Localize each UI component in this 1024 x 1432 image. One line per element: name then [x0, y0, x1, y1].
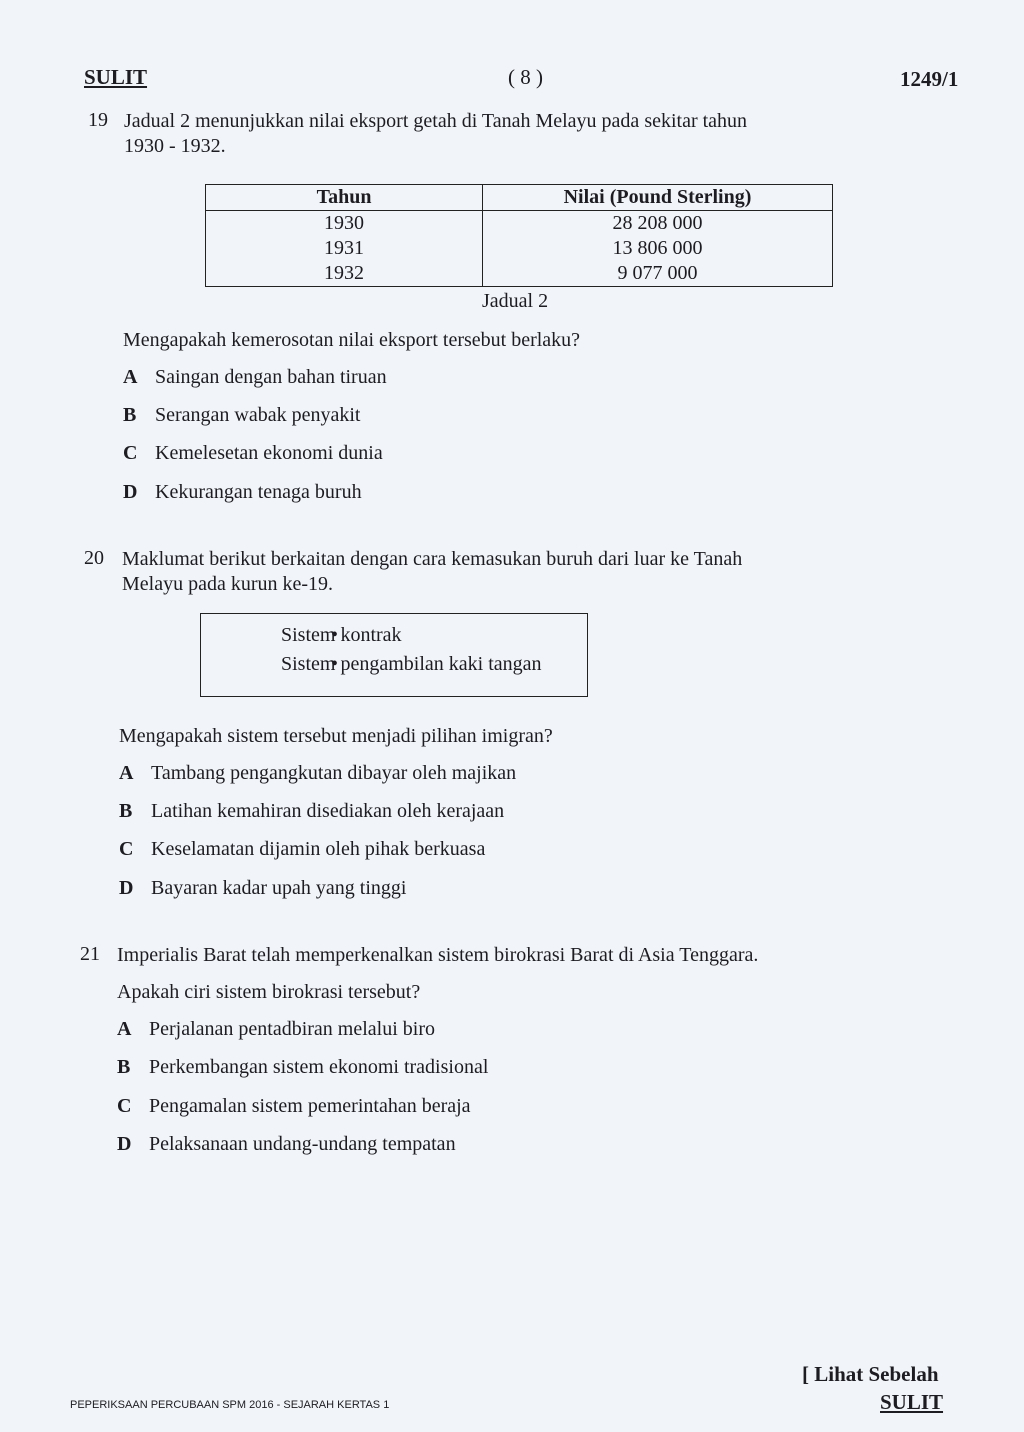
question-number: 21: [80, 943, 100, 965]
footer-classification: SULIT: [880, 1390, 944, 1414]
table-cell: 1931: [206, 236, 483, 261]
stem-line: Jadual 2 menunjukkan nilai eksport getah di Tanah Melayu pada sekitar tahun: [124, 110, 748, 132]
option-d[interactable]: D Pelaksanaan undang-undang tempatan: [117, 1133, 456, 1155]
table-header-cell: Nilai (Pound Sterling): [483, 185, 833, 211]
info-box: [200, 613, 588, 697]
table-row: [206, 236, 833, 261]
question-stem: [117, 943, 758, 968]
question-number: 19: [88, 109, 108, 131]
table-cell: 1930: [206, 211, 483, 237]
stem-line: Melayu pada kurun ke-19.: [122, 573, 334, 595]
list-item: • Sistem kontrak: [281, 621, 587, 650]
table-cell: 13 806 000: [483, 236, 833, 261]
stem-line: Maklumat berikut berkaitan dengan cara kemasukan buruh dari luar ke Tanah: [122, 548, 743, 570]
list-item: • Sistem pengambilan kaki tangan: [281, 650, 587, 679]
question-number: 20: [84, 547, 104, 569]
paper-code: 1249/1: [900, 67, 959, 91]
export-value-table: [205, 184, 833, 287]
bullet-list: [201, 621, 587, 679]
table-row: [206, 261, 833, 287]
option-d[interactable]: D Kekurangan tenaga buruh: [123, 481, 362, 503]
page-number: ( 8 ): [508, 65, 543, 89]
question-prompt: Mengapakah kemerosotan nilai eksport tersebut berlaku?: [123, 329, 581, 351]
table-cell: 1932: [206, 261, 483, 287]
table-header-row: [206, 185, 833, 211]
table-caption: Jadual 2: [482, 290, 549, 312]
option-a[interactable]: A Tambang pengangkutan dibayar oleh majikan: [119, 762, 517, 784]
footer-exam-title: PEPERIKSAAN PERCUBAAN SPM 2016 - SEJARAH KERTAS 1: [70, 1399, 390, 1411]
option-b[interactable]: B Serangan wabak penyakit: [123, 404, 361, 426]
option-b[interactable]: B Perkembangan sistem ekonomi tradisional: [117, 1056, 489, 1078]
option-d[interactable]: D Bayaran kadar upah yang tinggi: [119, 877, 407, 899]
option-b[interactable]: B Latihan kemahiran disediakan oleh kerajaan: [119, 800, 505, 822]
question-stem: [124, 109, 747, 159]
stem-line: Imperialis Barat telah memperkenalkan sistem birokrasi Barat di Asia Tenggara.: [117, 944, 759, 966]
question-prompt: Mengapakah sistem tersebut menjadi pilihan imigran?: [119, 725, 553, 747]
option-c[interactable]: C Kemelesetan ekonomi dunia: [123, 442, 383, 464]
table-cell: 9 077 000: [483, 261, 833, 287]
question-prompt: Apakah ciri sistem birokrasi tersebut?: [117, 981, 421, 1003]
question-stem: [122, 547, 742, 597]
option-c[interactable]: C Keselamatan dijamin oleh pihak berkuasa: [119, 838, 486, 860]
header-classification: SULIT: [84, 65, 148, 89]
option-a[interactable]: A Saingan dengan bahan tiruan: [123, 366, 387, 388]
next-page-note: [ Lihat Sebelah: [802, 1362, 939, 1386]
table-cell: 28 208 000: [483, 211, 833, 237]
stem-line: 1930 - 1932.: [124, 135, 226, 157]
option-a[interactable]: A Perjalanan pentadbiran melalui biro: [117, 1018, 436, 1040]
table-header-cell: Tahun: [206, 185, 483, 211]
table-row: [206, 211, 833, 237]
option-c[interactable]: C Pengamalan sistem pemerintahan beraja: [117, 1095, 471, 1117]
